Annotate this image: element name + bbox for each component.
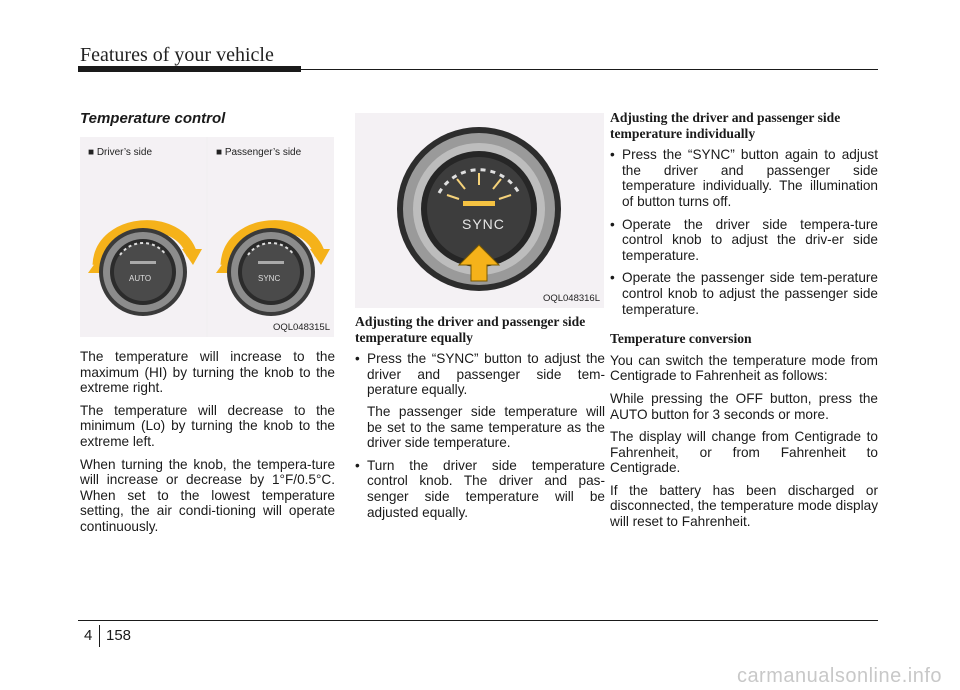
col2-text — [355, 314, 605, 520]
sync-knob-illustration — [355, 113, 604, 308]
knob-label-sync: SYNC — [258, 274, 281, 283]
paragraph-press-buttons: While pressing the OFF button, press the AUTO button for 3 seconds or more. — [610, 390, 878, 422]
knob-with-arrow-driver — [80, 137, 206, 337]
temperature-knob-icon — [227, 228, 315, 316]
subheading-temperature-conversion: Temperature conversion — [610, 331, 752, 347]
bullet-list-individually — [610, 147, 878, 317]
figure-sync-knob — [355, 113, 604, 308]
list-item — [610, 270, 878, 317]
figure-code-2: OQL048316L — [542, 293, 600, 304]
column-1 — [80, 110, 335, 542]
bullet-icon: • — [355, 457, 360, 473]
bullet-text-turn-knob: Turn the driver side temperature control knob. The driver and pas-senger side temperature will be adjusted equally. — [367, 457, 605, 520]
paragraph-knob-step: When turning the knob, the tempera-ture will increase or decrease by 1°F/0.5°C. When set to the lowest temperature setting, the air condi-tioning will operate continuously. — [80, 456, 335, 534]
subheading-equally: Adjusting the driver and passenger side temperature equally — [355, 314, 586, 345]
figure-code-1: OQL048315L — [272, 322, 330, 333]
list-item — [610, 147, 878, 209]
header-rule-thin — [301, 69, 878, 70]
footer-page-number: 158 — [106, 627, 132, 644]
figure-knobs-driver-passenger — [80, 137, 334, 337]
header-rule-thick — [78, 66, 301, 72]
bullet-icon: • — [610, 147, 615, 163]
temperature-knob-icon — [99, 228, 187, 316]
bullet-list-equally — [355, 351, 605, 520]
figure-label-passenger: ■ Passenger’s side — [216, 147, 302, 158]
subheading-individually: Adjusting the driver and passenger side temperature individually — [610, 110, 841, 141]
bullet-text: Operate the passenger side tem-perature control knob to adjust the passenger side temperature. — [622, 270, 878, 317]
list-item — [355, 351, 605, 451]
footer-separator — [99, 625, 100, 647]
footer-chapter-number: 4 — [84, 627, 93, 644]
bullet-icon: • — [355, 351, 360, 367]
knob-with-arrow-passenger — [208, 137, 334, 337]
list-item — [610, 217, 878, 264]
bullet-continuation: The passenger side temperature will be set to the same temperature as the driver side temperature. — [367, 403, 605, 451]
figure-label-driver: ■ Driver’s side — [88, 147, 153, 158]
knob-label-sync-large: SYNC — [462, 216, 505, 232]
bullet-icon: • — [610, 216, 615, 232]
column-2 — [355, 113, 605, 527]
column-3 — [610, 110, 878, 537]
knob-label-auto: AUTO — [129, 274, 152, 283]
watermark: carmanualsonline.info — [736, 665, 942, 687]
bullet-text: Operate the driver side tempera-ture control knob to adjust the driv-er side temperature. — [622, 216, 878, 263]
bullet-icon: • — [610, 270, 615, 286]
page-header-title: Features of your vehicle — [80, 44, 274, 66]
paragraph-battery-reset: If the battery has been discharged or disconnected, the temperature mode display will reset to Fahrenheit. — [610, 482, 878, 530]
paragraph-display-change: The display will change from Centigrade to Fahrenheit, or from Fahrenheit to Centigrade. — [610, 429, 878, 476]
figure-panel-driver — [80, 137, 206, 337]
bullet-text-sync: Press the “SYNC” button to adjust the driver and passenger side tem-perature equally. — [367, 351, 605, 398]
list-item — [355, 458, 605, 520]
section-title: Temperature control — [80, 110, 226, 127]
paragraph-switch-mode: You can switch the temperature mode from Centigrade to Fahrenheit as follows: — [610, 352, 878, 384]
bullet-text: Press the “SYNC” button again to adjust the driver and passenger side temperature individually. The illumination of button turns off. — [622, 147, 878, 209]
figure-panel-passenger — [208, 137, 334, 337]
paragraph-decrease: The temperature will decrease to the minimum (Lo) by turning the knob to the extreme left. — [80, 402, 335, 449]
col1-text — [80, 349, 335, 535]
footer-rule — [78, 620, 878, 621]
paragraph-increase: The temperature will increase to the maximum (HI) by turning the knob to the extreme right. — [80, 349, 335, 396]
